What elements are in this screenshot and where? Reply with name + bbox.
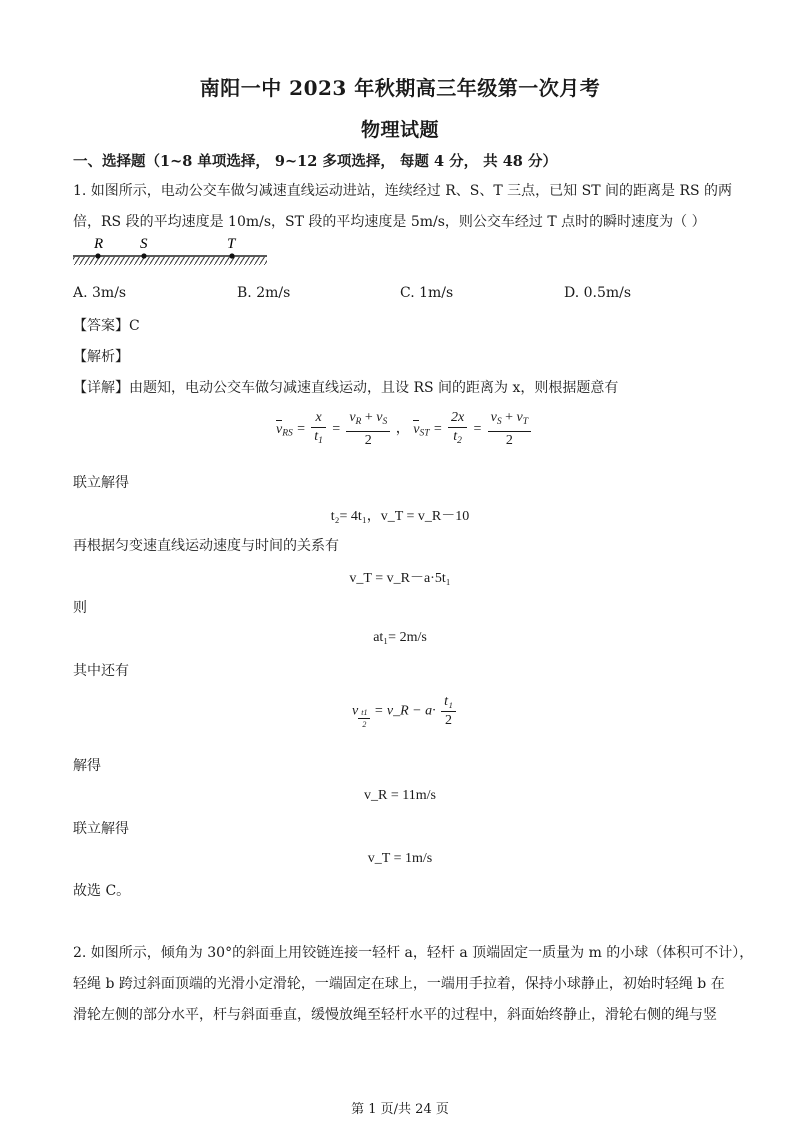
joint-solve-label-1: 联立解得 — [73, 475, 129, 491]
eq-vr-result: v_R = 11m/s — [364, 788, 436, 803]
then-label: 则 — [73, 600, 87, 616]
section-heading: 一、选择题（1~8 单项选择， 9~12 多项选择， 每题 4 分， 共 48 分） — [73, 153, 557, 170]
eq-mid-time-velocity: v $\frac{t1}{2}$ = v_R − a· $\frac{\text{t₁}}{2}$ — [352, 694, 458, 729]
q1-stem-line1: 1. 如图所示，电动公交车做匀减速直线运动进站，连续经过 R、S、T 三点，已知 ST 间的距离是 RS 的两 — [73, 183, 733, 199]
point-t-dot — [229, 253, 234, 258]
q2-stem-line1: 2. 如图所示，倾角为 30°的斜面上用铰链连接一轻杆 a，轻杆 a 顶端固定一质量为 m 的小球（体积可不计）， — [73, 945, 754, 961]
q1-answer-row — [73, 315, 140, 335]
q1-option-a: A. 3m/s — [73, 285, 127, 301]
exam-subtitle: 物理试题 — [360, 119, 439, 141]
relation-text: 再根据匀变速直线运动速度与时间的关系有 — [73, 538, 339, 554]
page-footer: 第 1 页/共 24 页 — [351, 1102, 449, 1117]
point-t-label: T — [227, 236, 236, 252]
detail-text: 【详解】由题知，电动公交车做匀减速直线运动，且设 RS 间的距离为 x，则根据题意有 — [73, 380, 619, 396]
q2-stem-line3: 滑轮左侧的部分水平，杆与斜面垂直，缓慢放绳至轻杆水平的过程中，斜面始终静止，滑轮右侧的绳与竖 — [73, 1007, 717, 1023]
answer-tag: 【答案】 — [73, 318, 129, 334]
q1-option-c: C. 1m/s — [400, 285, 454, 301]
point-s-dot — [141, 253, 146, 258]
solve-label: 解得 — [73, 758, 101, 774]
eq-t2-vt: t₂= 4t₁，v_T = v_R－10 — [330, 509, 470, 524]
eq-vt-relation: v_T = v_R－a·5t₁ — [349, 571, 451, 586]
also-label: 其中还有 — [73, 663, 129, 679]
q1-road-figure — [70, 232, 275, 272]
joint-solve-label-2: 联立解得 — [73, 821, 129, 837]
q2-stem-line2: 轻绳 b 跨过斜面顶端的光滑小定滑轮，一端固定在球上，一端用手拉着，保持小球静止，初始时轻绳 b 在 — [73, 976, 725, 992]
eq-average-velocities: $v_{RS}$ = $\frac{x}{t_1}$ = $\frac{v_R + v_S}{2}$ ， $v_{ST}$ = $\frac{2x}{t_2}$ = $\frac{v_S + v_T}{2}$ — [276, 410, 533, 449]
eq-vt-result: v_T = 1m/s — [367, 851, 433, 866]
point-r-dot — [95, 253, 100, 258]
conclusion-text: 故选 C。 — [73, 883, 131, 899]
q1-option-d: D. 0.5m/s — [564, 285, 632, 301]
exam-title: 南阳一中 2023 年秋期高三年级第一次月考 — [199, 76, 601, 100]
q1-option-b: B. 2m/s — [237, 285, 291, 301]
eq-at1: at₁= 2m/s — [373, 630, 427, 645]
point-s-label: S — [140, 236, 148, 252]
v-bar-rs: v — [276, 421, 283, 437]
v-bar-st: v — [413, 421, 420, 437]
road-ground-hatch — [73, 257, 267, 265]
analysis-tag: 【解析】 — [73, 349, 129, 365]
answer-value: C — [129, 318, 140, 334]
q1-stem-line2: 倍，RS 段的平均速度是 10m/s，ST 段的平均速度是 5m/s，则公交车经过 T 点时的瞬时速度为（ ） — [73, 214, 706, 230]
point-r-label: R — [94, 236, 104, 252]
